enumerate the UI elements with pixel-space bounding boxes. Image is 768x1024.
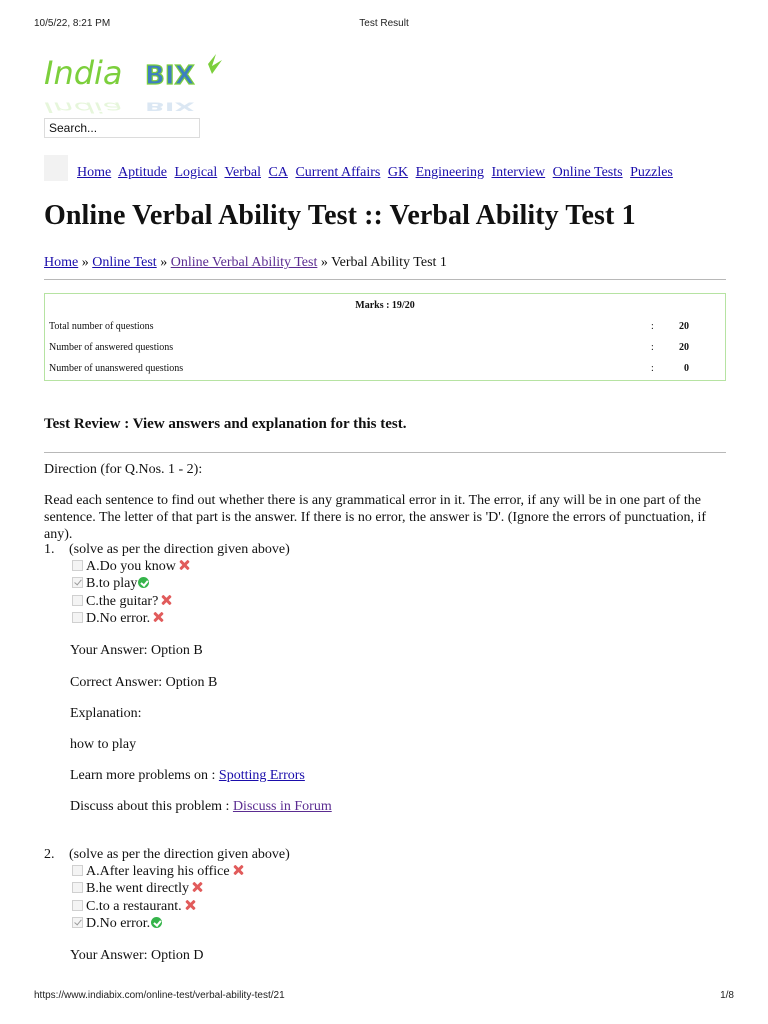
- marks-row: [49, 363, 721, 377]
- marks-row-colon: :: [651, 342, 654, 353]
- option-label: A.Do you know: [86, 559, 176, 574]
- nav-ca[interactable]: CA: [268, 165, 288, 180]
- discuss-label: Discuss about this problem :: [70, 799, 233, 814]
- option-a: [72, 559, 189, 576]
- marks-heading: Marks : 19/20: [355, 300, 415, 311]
- page-title: Online Verbal Ability Test :: Verbal Ability Test 1: [44, 200, 636, 231]
- breadcrumb-home[interactable]: Home: [44, 255, 79, 270]
- main-nav: [77, 165, 677, 181]
- breadcrumb-separator: »: [160, 255, 168, 270]
- breadcrumb-separator: »: [81, 255, 89, 270]
- nav-engineering[interactable]: Engineering: [415, 165, 485, 180]
- question-text: (solve as per the direction given above): [69, 847, 290, 862]
- indiabix-logo[interactable]: [42, 50, 232, 117]
- nav-current-affairs[interactable]: Current Affairs: [295, 165, 381, 180]
- option-label: B.he went directly: [86, 881, 190, 896]
- marks-row-colon: :: [651, 321, 654, 332]
- marks-summary: [44, 293, 726, 381]
- print-url: https://www.indiabix.com/online-test/verbal-ability-test/21: [34, 990, 285, 1001]
- wrong-icon: [233, 865, 243, 875]
- marks-row-label: Number of unanswered questions: [49, 363, 184, 374]
- option-b: [72, 576, 149, 593]
- option-checkbox[interactable]: [72, 560, 83, 571]
- marks-row-value: 20: [679, 342, 689, 353]
- marks-row-colon: :: [651, 363, 654, 374]
- print-title: Test Result: [359, 18, 409, 29]
- option-label: B.to play: [86, 576, 138, 591]
- lightning-icon: [208, 54, 222, 74]
- direction-heading: Direction (for Q.Nos. 1 - 2):: [44, 462, 203, 477]
- wrong-icon: [179, 560, 189, 570]
- question-number: 1.: [44, 542, 55, 557]
- svg-text:BIX: BIX: [145, 99, 195, 114]
- your-answer: Your Answer: Option D: [70, 948, 204, 963]
- option-label: A.After leaving his office: [86, 864, 230, 879]
- marks-row-label: Number of answered questions: [49, 342, 174, 353]
- option-label: D.No error.: [86, 611, 151, 626]
- option-d: [72, 611, 163, 628]
- breadcrumb-separator: »: [320, 255, 328, 270]
- print-datetime: 10/5/22, 8:21 PM: [34, 18, 111, 29]
- your-answer: Your Answer: Option B: [70, 643, 203, 658]
- wrong-icon: [192, 882, 202, 892]
- option-checkbox[interactable]: [72, 917, 83, 928]
- option-c: [72, 899, 195, 916]
- option-a: [72, 864, 243, 881]
- direction-text: Read each sentence to find out whether there is any grammatical error in it. The error, if any will be in one part of the sentence. The letter of that part is the answer. If there is no error, the answer is 'D'. (Ignore the errors of punctuation, if any).: [44, 493, 706, 542]
- breadcrumb-verbal-test[interactable]: Online Verbal Ability Test: [170, 255, 318, 270]
- print-header: [34, 18, 734, 32]
- nav-verbal[interactable]: Verbal: [224, 165, 262, 180]
- breadcrumb-current: Verbal Ability Test 1: [331, 255, 447, 270]
- svg-text:India: India: [44, 99, 123, 117]
- explanation-text: how to play: [70, 737, 137, 752]
- option-checkbox[interactable]: [72, 900, 83, 911]
- breadcrumb: [44, 255, 447, 271]
- review-heading: Test Review : View answers and explanation for this test.: [44, 416, 407, 432]
- divider: [44, 452, 726, 453]
- option-d: [72, 916, 162, 933]
- option-checkbox[interactable]: [72, 577, 83, 588]
- marks-row: [49, 342, 721, 356]
- option-label: C.to a restaurant.: [86, 899, 182, 914]
- option-checkbox[interactable]: [72, 865, 83, 876]
- discuss-forum-link[interactable]: Discuss in Forum: [232, 799, 332, 814]
- option-label: D.No error.: [86, 916, 151, 931]
- nav-interview[interactable]: Interview: [491, 165, 546, 180]
- divider: [44, 279, 726, 280]
- nav-logical[interactable]: Logical: [174, 165, 218, 180]
- wrong-icon: [185, 900, 195, 910]
- marks-row-label: Total number of questions: [49, 321, 154, 332]
- discuss: [70, 799, 332, 815]
- correct-answer: Correct Answer: Option B: [70, 675, 218, 690]
- print-footer: [34, 990, 734, 1004]
- breadcrumb-online-test[interactable]: Online Test: [92, 255, 157, 270]
- logo-bix-text: BIX: [145, 61, 195, 91]
- option-checkbox[interactable]: [72, 595, 83, 606]
- page-number: 1/8: [720, 990, 734, 1001]
- search-input[interactable]: [44, 118, 200, 138]
- wrong-icon: [161, 595, 171, 605]
- question-number: 2.: [44, 847, 55, 862]
- option-label: C.the guitar?: [86, 594, 159, 609]
- correct-icon: [138, 577, 149, 588]
- nav-online-tests[interactable]: Online Tests: [552, 165, 623, 180]
- marks-row-value: 20: [679, 321, 689, 332]
- correct-icon: [151, 917, 162, 928]
- spotting-errors-link[interactable]: Spotting Errors: [218, 768, 305, 783]
- nav-gk[interactable]: GK: [387, 165, 409, 180]
- nav-menu-placeholder: [44, 155, 68, 181]
- marks-row: [49, 321, 721, 335]
- marks-row-value: 0: [684, 363, 689, 374]
- nav-aptitude[interactable]: Aptitude: [117, 165, 167, 180]
- option-checkbox[interactable]: [72, 612, 83, 623]
- option-checkbox[interactable]: [72, 882, 83, 893]
- wrong-icon: [153, 612, 163, 622]
- nav-puzzles[interactable]: Puzzles: [630, 165, 673, 180]
- question-text: (solve as per the direction given above): [69, 542, 290, 557]
- explanation-label: Explanation:: [70, 706, 142, 721]
- logo-india-text: India: [44, 54, 123, 92]
- learn-more-label: Learn more problems on :: [70, 768, 219, 783]
- option-c: [72, 594, 171, 611]
- option-b: [72, 881, 202, 898]
- learn-more: [70, 768, 305, 784]
- nav-home[interactable]: Home: [77, 165, 112, 180]
